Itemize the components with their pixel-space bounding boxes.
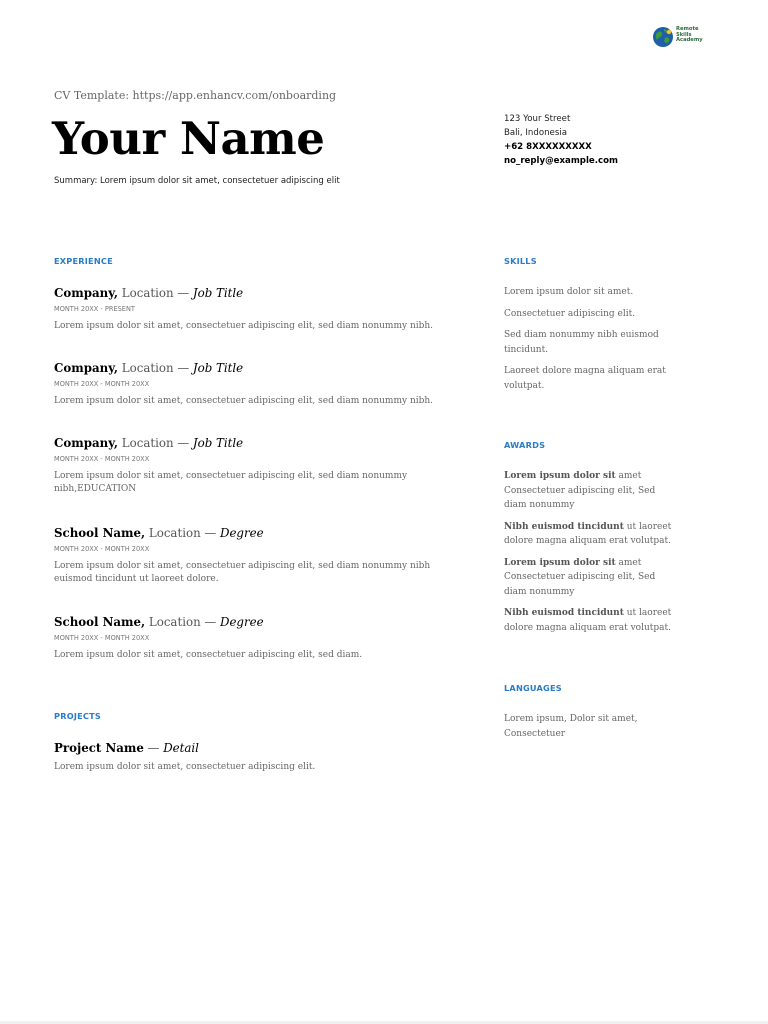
- candidate-name: Your Name: [52, 112, 325, 165]
- section-title-skills: SKILLS: [504, 256, 537, 266]
- experience-entry: [54, 436, 464, 496]
- skills-list: [504, 285, 674, 400]
- entry-description: Lorem ipsum dolor sit amet, consectetuer adipiscing elit, sed diam nonummy nibh.: [54, 321, 434, 331]
- list-item: Lorem ipsum dolor sit amet.: [504, 287, 634, 297]
- languages-list: [504, 712, 674, 748]
- education-entry: [54, 526, 464, 586]
- entry-heading: School Name, Location — Degree: [54, 615, 264, 629]
- entry-date: MONTH 20XX - MONTH 20XX: [54, 455, 150, 463]
- section-title-projects: PROJECTS: [54, 711, 101, 721]
- contact-block: [504, 112, 618, 168]
- list-item: Lorem ipsum dolor sit amet Consectetuer adipiscing elit, Sed diam nonummy: [504, 557, 656, 597]
- entry-date: MONTH 20XX - MONTH 20XX: [54, 380, 150, 388]
- education-entry: [54, 615, 464, 662]
- entry-heading: Project Name — Detail: [54, 741, 199, 755]
- contact-email: no_reply@example.com: [504, 156, 618, 166]
- entry-description: Lorem ipsum dolor sit amet, consectetuer adipiscing elit, sed diam.: [54, 650, 363, 660]
- logo-text: Remote Skills Academy: [676, 26, 703, 44]
- entry-heading: Company, Location — Job Title: [54, 361, 244, 375]
- academy-logo: [652, 24, 712, 52]
- list-item: Lorem ipsum dolor sit amet Consectetuer adipiscing elit, Sed diam nonummy: [504, 471, 656, 510]
- awards-list: [504, 469, 674, 642]
- contact-phone: +62 8XXXXXXXXX: [504, 142, 592, 152]
- entry-description: Lorem ipsum dolor sit amet, consectetuer adipiscing elit, sed diam nonummy nibh,EDUCATION: [54, 471, 408, 494]
- entry-description: Lorem ipsum dolor sit amet, consectetuer adipiscing elit, sed diam nonummy nibh euismod tincidunt ut laoreet dolore.: [54, 561, 431, 584]
- entry-heading: School Name, Location — Degree: [54, 526, 264, 540]
- section-title-languages: LANGUAGES: [504, 683, 562, 693]
- list-item: Laoreet dolore magna aliquam erat volutpat.: [504, 366, 666, 391]
- experience-entry: [54, 361, 464, 408]
- list-item: Lorem ipsum, Dolor sit amet, Consectetuer: [504, 714, 638, 739]
- entry-heading: Company, Location — Job Title: [54, 436, 244, 450]
- summary-text: Summary: Lorem ipsum dolor sit amet, consectetuer adipiscing elit: [54, 176, 340, 186]
- contact-street: 123 Your Street: [504, 114, 571, 124]
- project-entry: [54, 741, 464, 774]
- entry-date: MONTH 20XX - PRESENT: [54, 305, 135, 313]
- section-title-experience: EXPERIENCE: [54, 256, 113, 266]
- list-item: Nibh euismod tincidunt ut laoreet dolore magna aliquam erat volutpat.: [504, 608, 672, 633]
- list-item: Consectetuer adipiscing elit.: [504, 308, 636, 319]
- section-title-awards: AWARDS: [504, 440, 546, 450]
- entry-date: MONTH 20XX - MONTH 20XX: [54, 634, 150, 642]
- globe-icon: [652, 26, 674, 48]
- template-source-line: CV Template: https://app.enhancv.com/onboarding: [54, 89, 337, 102]
- entry-date: MONTH 20XX - MONTH 20XX: [54, 545, 150, 553]
- experience-entry: [54, 286, 464, 333]
- list-item: Nibh euismod tincidunt ut laoreet dolore magna aliquam erat volutpat.: [504, 521, 672, 546]
- list-item: Sed diam nonummy nibh euismod tincidunt.: [504, 330, 659, 355]
- contact-city: Bali, Indonesia: [504, 128, 567, 138]
- entry-heading: Company, Location — Job Title: [54, 286, 244, 300]
- entry-description: Lorem ipsum dolor sit amet, consectetuer adipiscing elit.: [54, 762, 316, 772]
- entry-description: Lorem ipsum dolor sit amet, consectetuer adipiscing elit, sed diam nonummy nibh.: [54, 396, 434, 406]
